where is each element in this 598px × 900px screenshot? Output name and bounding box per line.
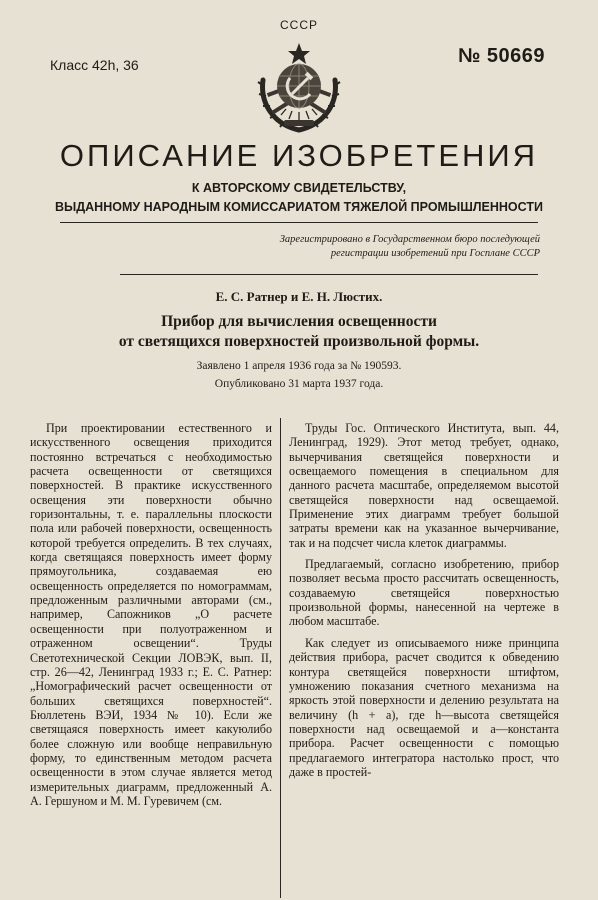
right-paragraph-3: Как следует из описываемого ниже принципа действия прибора, расчет сводится к обведению контура светящейся поверхности штифтом, умножению показания счетного механизма на яркость этой поверхности и делению результата на величину (h + a), где h—высота светящейся поверхности над освещаемой и a—константа прибора. Расчет освещенности с помощью предлагаемого интегратора настолько прост, что даже в простей- — [289, 635, 559, 779]
registration-note: Зарегистрировано в Государственном бюро последующей регистрации изобретений при Госплане СССР — [279, 234, 540, 259]
published-date: Опубликовано 31 марта 1937 года. — [214, 378, 384, 390]
invention-title-line1: Прибор для вычисления освещенности — [161, 313, 437, 330]
dates-block — [0, 357, 598, 393]
patent-class-code: Класс 42h, 36 — [50, 57, 139, 73]
authors: Е. С. Ратнер и Е. Н. Люстих. — [215, 289, 383, 304]
right-paragraph-1: Труды Гос. Оптического Института, вып. 44, Ленинград, 1929). Этот метод требует, однако, вычерчивания светящейся поверхности и освещаемого помещения в специальном для данного расчета масштабе, определяемом высотой светящейся поверхности над освещаемой. Применение этих диаграмм требует большой затраты времени как на указанное вычерчивание, так и на подсчет числа клеток диаграммы. — [289, 421, 559, 550]
patent-number: № 50669 — [458, 45, 545, 67]
document-subtitle-line2: ВЫДАННОМУ НАРОДНЫМ КОМИССАРИАТОМ ТЯЖЕЛОЙ ПРОМЫШЛЕННОСТИ — [54, 200, 543, 214]
document-subtitle-line1: К АВТОРСКОМУ СВИДЕТЕЛЬСТВУ, — [191, 181, 407, 195]
invention-title-line2: от светящихся поверхностей произвольной формы. — [118, 333, 480, 350]
country-label: СССР — [279, 18, 318, 32]
filed-date: Заявлено 1 апреля 1936 года за № 190593. — [196, 360, 402, 372]
state-emblem-icon — [254, 40, 344, 134]
header-rule — [60, 222, 538, 223]
right-column — [289, 421, 559, 779]
right-paragraph-2: Предлагаемый, согласно изобретению, прибор позволяет весьма просто рассчитать освещенность, создаваемую светящейся поверхностью произвольной формы, нанесенной на чертеже в любом масштабе. — [289, 557, 559, 629]
registration-rule — [120, 274, 538, 275]
left-column — [30, 421, 272, 808]
column-divider — [280, 418, 281, 898]
left-paragraph-1: При проектировании естественного и искусственного освещения приходится постоянно встречаться с необходимостью расчета освещенности от светящихся поверхностей. В практике искусственного освещения эти поверхности обычно горизонтальны, т. е. параллельны плоскости пола или рабочей поверхности, освещенность которой требуется определить. В тех случаях, когда светящаяся поверхность имеет форму прямоугольника, создаваемая ею освещенность определяется по номограммам, предложенным различными авторами (см., например, Сапожников „О расчете освещенности при полуотраженном и отраженном освещении“. Труды Светотехнической Секции ЛОВЭК, вып. II, стр. 26—42, Ленинград 1933 г.; Е. С. Ратнер: „Номографический расчет освещенности от больших светящихся поверхностей“. Бюллетень ВЭИ, 1934 № 10). Если же светящаяся поверхность имеет какуюлибо более сложную или вообще неправильную форму, то единственным методом расчета освещенности в этом случае является метод измерительных диаграмм, предложенный А. А. Гершуном и М. М. Гуревичем (см. — [30, 421, 272, 808]
document-title: ОПИСАНИЕ ИЗОБРЕТЕНИЯ — [59, 138, 539, 173]
invention-title — [0, 312, 598, 352]
